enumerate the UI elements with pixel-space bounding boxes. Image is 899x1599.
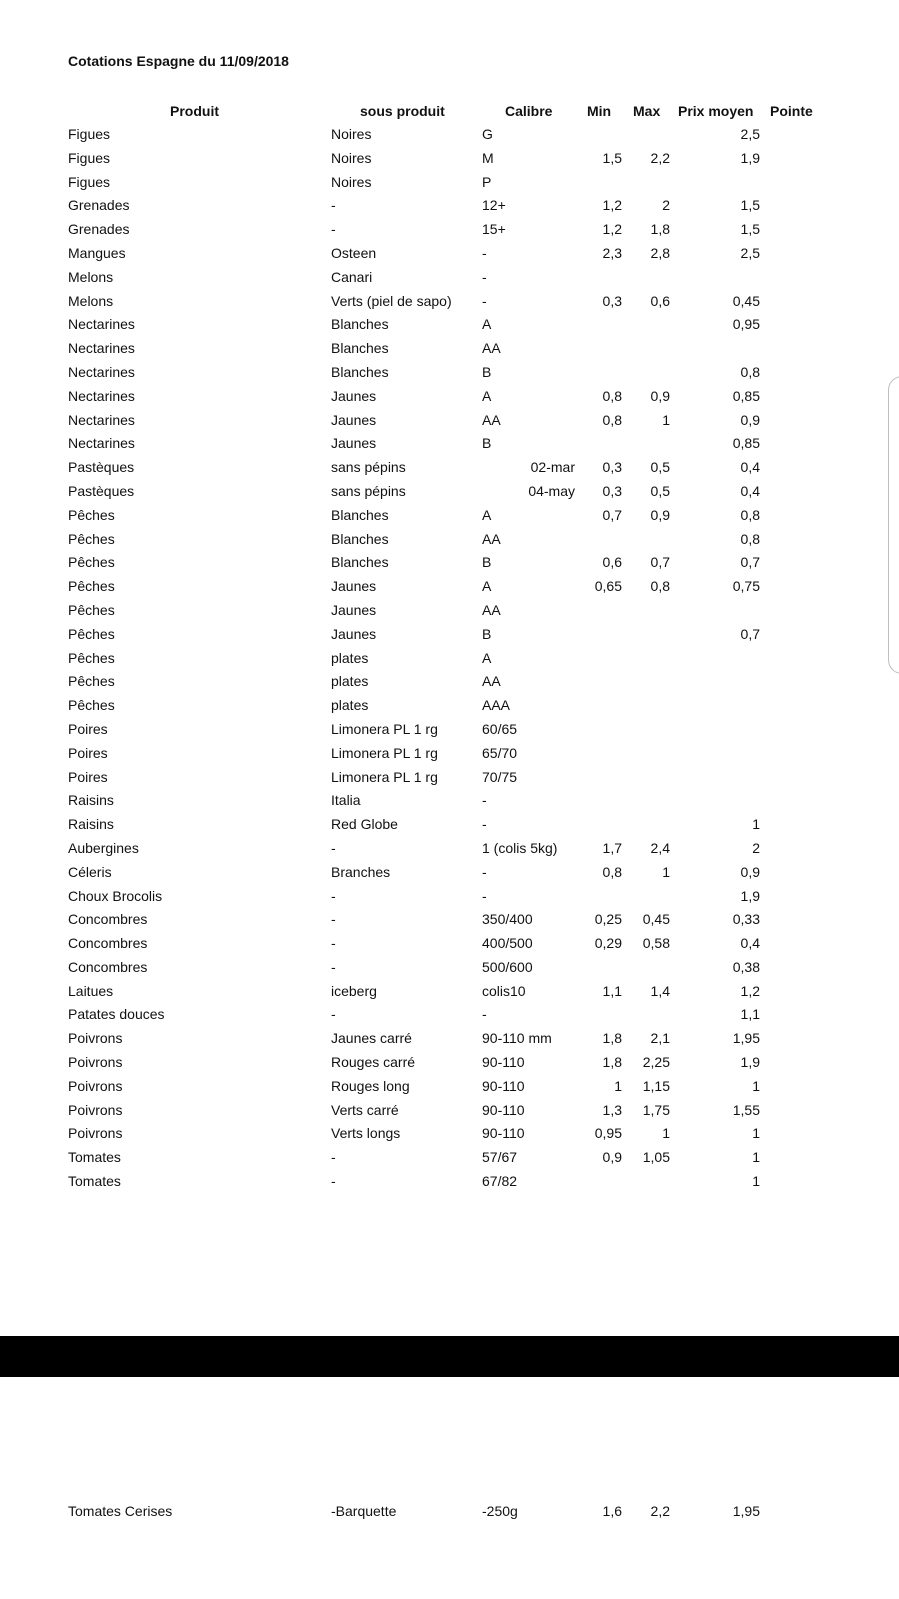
cell-calibre: - [482, 887, 487, 904]
cell-produit: Pêches [68, 554, 115, 571]
cell-sous-produit: sans pépins [331, 482, 406, 499]
table-row [0, 789, 899, 813]
cell-produit: Pêches [68, 697, 115, 714]
table-row [0, 932, 899, 956]
cell-calibre: AA [482, 530, 501, 547]
cell-produit: Nectarines [68, 411, 135, 428]
cell-prix-moyen: 1 [752, 1149, 760, 1166]
cell-prix-moyen: 0,8 [740, 363, 760, 380]
cell-produit: Pêches [68, 506, 115, 523]
cell-calibre: A [482, 387, 492, 404]
cell-prix-moyen: 0,9 [740, 863, 760, 880]
cell-prix-moyen: 0,9 [740, 411, 760, 428]
cell-min: 1 [614, 1077, 622, 1094]
cell-sous-produit: Noires [331, 149, 372, 166]
cell-produit: Nectarines [68, 316, 135, 333]
cell-prix-moyen: 0,75 [732, 578, 760, 595]
cell-prix-moyen: 1,9 [740, 887, 760, 904]
cell-produit: Tomates [68, 1149, 121, 1166]
cell-produit: Tomates [68, 1173, 121, 1190]
table-row [0, 171, 899, 195]
cell-produit: Nectarines [68, 340, 135, 357]
cell-min: 0,95 [594, 1125, 622, 1142]
cell-sous-produit: Jaunes [331, 435, 377, 452]
cell-max: 2,1 [650, 1030, 670, 1047]
cell-calibre: G [482, 126, 493, 142]
cell-min: 2,3 [602, 244, 622, 261]
cell-prix-moyen: 0,45 [732, 292, 760, 309]
cell-min: 1,2 [602, 221, 622, 238]
cell-max: 2,4 [650, 839, 670, 856]
cell-sous-produit: plates [331, 697, 369, 714]
cell-prix-moyen: 1 [752, 1077, 760, 1094]
cell-max: 0,45 [642, 911, 670, 928]
cell-sous-produit: Rouges long [331, 1077, 410, 1094]
cell-calibre: AA [482, 411, 501, 428]
cell-sous-produit: - [331, 1149, 336, 1166]
table-row [0, 123, 899, 147]
cell-calibre: - [482, 863, 487, 880]
cell-calibre: 67/82 [482, 1173, 518, 1190]
cell-calibre: AA [482, 340, 501, 357]
cell-prix-moyen: 0,33 [732, 911, 760, 928]
table-row [0, 361, 899, 385]
cell-prix-moyen: 0,85 [732, 387, 760, 404]
cell-produit: Concombres [68, 911, 148, 928]
cell-sous-produit: Blanches [331, 554, 389, 571]
cell-calibre: A [482, 316, 492, 333]
cell-sous-produit: Rouges carré [331, 1054, 416, 1071]
cell-produit: Aubergines [68, 839, 139, 856]
cell-sous-produit: - [331, 197, 336, 214]
cell-min: 0,25 [594, 911, 622, 928]
cell-max: 1 [662, 863, 670, 880]
side-panel-handle[interactable] [888, 376, 899, 674]
cell-max: 0,9 [650, 506, 670, 523]
cell-produit: Concombres [68, 958, 148, 975]
cell-produit: Pêches [68, 649, 115, 666]
table-row [0, 837, 899, 861]
cell-min: 0,3 [602, 459, 622, 476]
cell-produit: Grenades [68, 197, 130, 214]
cell-min: 1,2 [602, 197, 622, 214]
table-row [0, 1027, 899, 1051]
cell-sous-produit: Blanches [331, 316, 389, 333]
cell-sous-produit: - [331, 958, 336, 975]
cell-produit: Poivrons [68, 1101, 123, 1118]
cell-calibre: 90-110 [482, 1125, 525, 1142]
cell-produit: Pêches [68, 601, 115, 618]
cell-min: 0,29 [594, 935, 622, 952]
cell-calibre: - [482, 244, 487, 261]
table-row [0, 194, 899, 218]
table-row [0, 290, 899, 314]
cell-produit: Figues [68, 149, 111, 166]
cell-sous-produit: Limonera PL 1 rg [331, 768, 438, 785]
cell-prix-moyen: 1,9 [740, 149, 760, 166]
cell-calibre: A [482, 578, 492, 595]
table-row [0, 861, 899, 885]
cell-produit: Pêches [68, 673, 115, 690]
cell-calibre: - [482, 816, 487, 833]
cell-calibre: B [482, 554, 492, 571]
table-row [0, 599, 899, 623]
cell-max: 1,05 [642, 1149, 670, 1166]
cell-produit: Patates douces [68, 1006, 165, 1023]
cell-max: 0,5 [650, 482, 670, 499]
cell-sous-produit: -Barquette [331, 1503, 397, 1519]
cell-prix-moyen: 1,5 [740, 197, 760, 214]
cell-calibre: A [482, 506, 492, 523]
cell-max: 0,5 [650, 459, 670, 476]
cell-produit: Poires [68, 744, 108, 761]
cell-sous-produit: Noires [331, 126, 372, 142]
cell-max: 1,15 [642, 1077, 670, 1094]
cell-calibre: 12+ [482, 197, 506, 214]
table-row [0, 742, 899, 766]
cell-sous-produit: Noires [331, 173, 372, 190]
cell-produit: Melons [68, 268, 114, 285]
cell-prix-moyen: 2,5 [740, 126, 760, 142]
cell-sous-produit: - [331, 839, 336, 856]
cell-sous-produit: - [331, 887, 336, 904]
cell-sous-produit: Limonera PL 1 rg [331, 720, 438, 737]
table-row [0, 813, 899, 837]
cell-max: 0,9 [650, 387, 670, 404]
cell-prix-moyen: 1,95 [732, 1030, 760, 1047]
cell-produit: Concombres [68, 935, 148, 952]
cell-max: 2,2 [650, 149, 670, 166]
cell-min: 0,3 [602, 482, 622, 499]
header-produit: Produit [170, 103, 219, 119]
table-row [0, 575, 899, 599]
cell-calibre: 04-may [528, 482, 575, 499]
table-row [0, 694, 899, 718]
table-row [0, 1099, 899, 1123]
cell-calibre: 60/65 [482, 720, 518, 737]
cell-prix-moyen: 1 [752, 1173, 760, 1190]
cell-sous-produit: Canari [331, 268, 373, 285]
cell-produit: Melons [68, 292, 114, 309]
cell-calibre: P [482, 173, 492, 190]
header-calibre: Calibre [505, 103, 553, 119]
price-table [0, 123, 899, 1194]
cell-calibre: 70/75 [482, 768, 518, 785]
cell-sous-produit: Blanches [331, 340, 389, 357]
cell-prix-moyen: 1,5 [740, 221, 760, 238]
cell-prix-moyen: 1,55 [732, 1101, 760, 1118]
cell-min: 0,8 [602, 863, 622, 880]
table-row [0, 647, 899, 671]
cell-calibre: B [482, 363, 492, 380]
cell-sous-produit: Jaunes [331, 625, 377, 642]
cell-min: 1,7 [602, 839, 622, 856]
cell-produit: Pastèques [68, 459, 135, 476]
cell-max: 1 [662, 1125, 670, 1142]
cell-produit: Pêches [68, 625, 115, 642]
cell-calibre: AA [482, 601, 501, 618]
cell-max: 2,2 [650, 1503, 670, 1519]
cell-calibre: - [482, 1006, 487, 1023]
cell-max: 2,8 [650, 244, 670, 261]
cell-calibre: 90-110 [482, 1077, 525, 1094]
cell-produit: Poivrons [68, 1054, 123, 1071]
cell-min: 0,8 [602, 387, 622, 404]
cell-produit: Poivrons [68, 1077, 123, 1094]
cell-sous-produit: iceberg [331, 982, 377, 999]
table-row [0, 242, 899, 266]
header-max: Max [633, 103, 661, 119]
cell-max: 0,8 [650, 578, 670, 595]
cell-produit: Poires [68, 768, 108, 785]
cell-sous-produit: Blanches [331, 363, 389, 380]
cell-prix-moyen: 0,8 [740, 530, 760, 547]
cell-sous-produit: Jaunes [331, 578, 377, 595]
table-row [0, 908, 899, 932]
table-row [0, 528, 899, 552]
cell-calibre: 400/500 [482, 935, 533, 952]
cell-calibre: 65/70 [482, 744, 518, 761]
header-sous-produit: sous produit [360, 103, 445, 119]
cell-sous-produit: sans pépins [331, 459, 406, 476]
cell-produit: Tomates Cerises [68, 1503, 173, 1519]
cell-produit: Figues [68, 173, 111, 190]
table-row [0, 885, 899, 909]
cell-calibre: 02-mar [530, 459, 575, 476]
cell-min: 1,5 [602, 149, 622, 166]
cell-sous-produit: - [331, 935, 336, 952]
cell-min: 1,6 [602, 1503, 622, 1519]
cell-calibre: M [482, 149, 494, 166]
cell-sous-produit: - [331, 1006, 336, 1023]
cell-min: 1,8 [602, 1054, 622, 1071]
cell-sous-produit: Blanches [331, 506, 389, 523]
cell-produit: Poivrons [68, 1030, 123, 1047]
table-row [0, 504, 899, 528]
table-row [0, 480, 899, 504]
cell-produit: Poires [68, 720, 108, 737]
cell-calibre: 90-110 [482, 1101, 525, 1118]
table-row [0, 980, 899, 1004]
cell-calibre: - [482, 292, 487, 309]
cell-min: 1,3 [602, 1101, 622, 1118]
cell-max: 2,25 [642, 1054, 670, 1071]
cell-prix-moyen: 0,7 [740, 625, 760, 642]
cell-calibre: B [482, 625, 492, 642]
cell-max: 0,6 [650, 292, 670, 309]
cell-max: 0,58 [642, 935, 670, 952]
cell-produit: Nectarines [68, 363, 135, 380]
table-row [0, 266, 899, 290]
cell-prix-moyen: 1,2 [740, 982, 760, 999]
cell-sous-produit: Branches [331, 863, 391, 880]
cell-calibre: - [482, 792, 487, 809]
cell-produit: Céleris [68, 863, 112, 880]
cell-sous-produit: Jaunes [331, 387, 377, 404]
cell-prix-moyen: 0,4 [740, 482, 760, 499]
table-row [0, 956, 899, 980]
table-row [0, 551, 899, 575]
cell-max: 1,75 [642, 1101, 670, 1118]
table-row [0, 623, 899, 647]
header-min: Min [587, 103, 612, 119]
cell-calibre: A [482, 649, 492, 666]
cell-prix-moyen: 2,5 [740, 244, 760, 261]
table-row [0, 313, 899, 337]
table-row [0, 1122, 899, 1146]
cell-produit: Grenades [68, 221, 130, 238]
cell-sous-produit: Red Globe [331, 816, 398, 833]
cell-produit: Nectarines [68, 435, 135, 452]
cell-calibre: 350/400 [482, 911, 533, 928]
cell-prix-moyen: 0,4 [740, 459, 760, 476]
cell-sous-produit: plates [331, 673, 369, 690]
cell-min: 0,7 [602, 506, 622, 523]
cell-prix-moyen: 0,8 [740, 506, 760, 523]
table-row [0, 147, 899, 171]
cell-max: 1,4 [650, 982, 670, 999]
table-row [0, 1146, 899, 1170]
cell-sous-produit: Verts longs [331, 1125, 401, 1142]
cell-min: 0,8 [602, 411, 622, 428]
cell-prix-moyen: 2 [752, 839, 760, 856]
cell-produit: Raisins [68, 816, 114, 833]
table-row [0, 432, 899, 456]
cell-sous-produit: - [331, 1173, 336, 1190]
cell-produit: Choux Brocolis [68, 887, 163, 904]
cell-calibre: - [482, 268, 487, 285]
cell-sous-produit: plates [331, 649, 369, 666]
cell-prix-moyen: 1 [752, 816, 760, 833]
cell-max: 0,7 [650, 554, 670, 571]
cell-produit: Laitues [68, 982, 114, 999]
cell-max: 1 [662, 411, 670, 428]
cell-calibre: 15+ [482, 221, 506, 238]
page-title: Cotations Espagne du 11/09/2018 [68, 53, 289, 69]
cell-sous-produit: Verts (piel de sapo) [331, 292, 452, 309]
table-row [0, 409, 899, 433]
cell-calibre: 1 (colis 5kg) [482, 839, 558, 856]
cell-sous-produit: Limonera PL 1 rg [331, 744, 438, 761]
cell-prix-moyen: 0,38 [732, 958, 760, 975]
cell-sous-produit: Jaunes carré [331, 1030, 412, 1047]
cell-prix-moyen: 1,95 [732, 1503, 760, 1519]
cell-min: 0,3 [602, 292, 622, 309]
cell-prix-moyen: 1,9 [740, 1054, 760, 1071]
header-pointe: Pointe [770, 103, 813, 119]
cell-min: 1,1 [602, 982, 622, 999]
cell-produit: Pêches [68, 578, 115, 595]
cell-prix-moyen: 0,7 [740, 554, 760, 571]
cell-calibre: AA [482, 673, 501, 690]
cell-sous-produit: - [331, 911, 336, 928]
cell-sous-produit: Italia [331, 792, 361, 809]
cell-max: 2 [662, 197, 670, 214]
cell-prix-moyen: 1 [752, 1125, 760, 1142]
cell-calibre: B [482, 435, 492, 452]
cell-sous-produit: Jaunes [331, 411, 377, 428]
cell-sous-produit: Osteen [331, 244, 377, 261]
header-prix-moyen: Prix moyen [678, 103, 754, 119]
table-row [0, 456, 899, 480]
cell-calibre: 90-110 mm [482, 1030, 552, 1047]
cell-min: 0,65 [594, 578, 622, 595]
cell-calibre: 90-110 [482, 1054, 525, 1071]
table-row [0, 1003, 899, 1027]
cell-produit: Pêches [68, 530, 115, 547]
table-row [0, 670, 899, 694]
cell-produit: Figues [68, 126, 111, 142]
cell-min: 0,6 [602, 554, 622, 571]
cell-produit: Nectarines [68, 387, 135, 404]
cell-calibre: AAA [482, 697, 511, 714]
cell-prix-moyen: 0,95 [732, 316, 760, 333]
table-row [0, 218, 899, 242]
cell-produit: Poivrons [68, 1125, 123, 1142]
table-row [0, 1075, 899, 1099]
cell-min: 0,9 [602, 1149, 622, 1166]
cell-calibre: 500/600 [482, 958, 533, 975]
table-row [0, 385, 899, 409]
cell-max: 1,8 [650, 221, 670, 238]
black-divider-bar [0, 1336, 899, 1377]
cell-min: 1,8 [602, 1030, 622, 1047]
cell-produit: Pastèques [68, 482, 135, 499]
cell-sous-produit: Jaunes [331, 601, 377, 618]
cell-sous-produit: - [331, 221, 336, 238]
cell-prix-moyen: 0,4 [740, 935, 760, 952]
cell-produit: Mangues [68, 244, 126, 261]
cell-sous-produit: Blanches [331, 530, 389, 547]
extra-row [0, 1500, 899, 1524]
cell-produit: Raisins [68, 792, 114, 809]
cell-calibre: -250g [482, 1503, 518, 1519]
table-row [0, 718, 899, 742]
cell-calibre: colis10 [482, 982, 526, 999]
cell-sous-produit: Verts carré [331, 1101, 399, 1118]
cell-calibre: 57/67 [482, 1149, 518, 1166]
table-row [0, 1051, 899, 1075]
cell-prix-moyen: 0,85 [732, 435, 760, 452]
table-row [0, 766, 899, 790]
cell-prix-moyen: 1,1 [740, 1006, 760, 1023]
table-row [0, 1170, 899, 1194]
table-row [0, 337, 899, 361]
